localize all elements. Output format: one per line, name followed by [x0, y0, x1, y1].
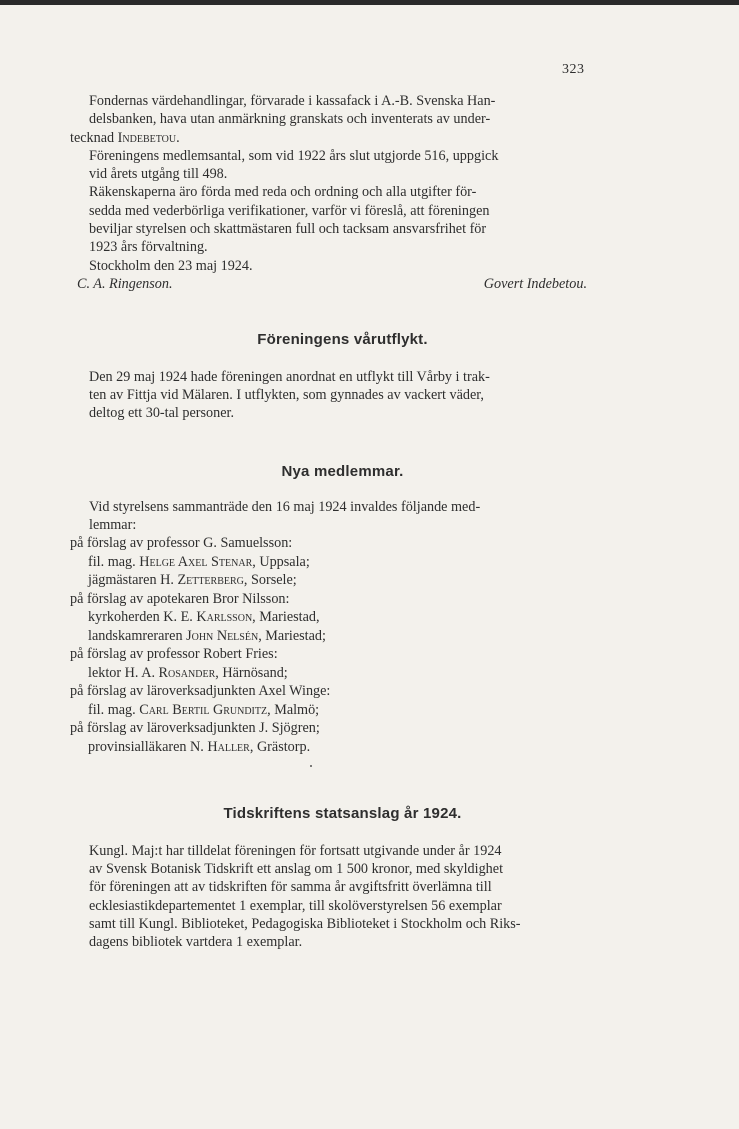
page-body	[70, 92, 615, 951]
signatures	[70, 275, 615, 293]
print-speck	[310, 765, 312, 767]
audit-paragraph-funds: Fondernas värdehandlingar, förvarade i kassafack i A.-B. Svenska Han- delsbanken, hava utan anmärkning granskats och inventerats av under- tecknad Indebetou.	[70, 93, 496, 146]
grant-paragraph: Kungl. Maj:t har tilldelat föreningen för fortsatt utgivande under år 1924 av Svensk Botanisk Tidskrift ett anslag om 1 500 kronor, med skyldighet för föreningen att av tidskriften för samma år avgiftsfritt överlämna till ecklesiastikdepartementet 1 exemplar, till skolöverstyrelsen 56 exemplar samt till Kungl. Biblioteket, Pedagogiska Biblioteket i Stockholm och Riks- dagens bibliotek vartdera 1 exemplar.	[89, 842, 521, 951]
proposer-line: på förslag av läroverksadjunkten Axel Winge:	[70, 683, 331, 700]
page-number: 323	[562, 62, 585, 77]
member-entry: provinsialläkaren N. Haller, Grästorp.	[88, 738, 311, 755]
member-name: John Nelsén	[186, 627, 259, 644]
heading-spring-outing: Föreningens vårutflykt.	[257, 331, 428, 349]
member-name: Haller	[207, 738, 250, 755]
heading-state-grant: Tidskriftens statsanslag år 1924.	[223, 805, 462, 823]
member-name: Carl Bertil Grunditz	[139, 701, 268, 718]
members-intro: Vid styrelsens sammanträde den 16 maj 1924 invaldes följande med- lemmar:	[89, 498, 481, 534]
outing-paragraph: Den 29 maj 1924 hade föreningen anordnat en utflykt till Vårby i trak- ten av Fittja vid Mälaren. I utflykten, som gynnades av vackert väder, deltog ett 30-tal personer.	[89, 368, 490, 422]
proposer-line: på förslag av professor G. Samuelsson:	[70, 535, 293, 552]
auditor-name: Indebetou	[117, 129, 177, 146]
member-entry: landskamreraren John Nelsén, Mariestad;	[88, 627, 326, 644]
member-entry: fil. mag. Helge Axel Stenar, Uppsala;	[88, 553, 310, 570]
member-entry: lektor H. A. Rosander, Härnösand;	[88, 664, 288, 681]
member-entry: fil. mag. Carl Bertil Grunditz, Malmö;	[88, 701, 320, 718]
member-entry: kyrkoherden K. E. Karlsson, Mariestad,	[88, 609, 320, 626]
signature-left: C. A. Ringenson.	[77, 275, 173, 292]
proposer-line: på förslag av apotekaren Bror Nilsson:	[70, 590, 290, 607]
signature-right: Govert Indebetou.	[483, 275, 587, 292]
place-and-date: Stockholm den 23 maj 1924.	[89, 257, 253, 274]
proposer-line: på förslag av professor Robert Fries:	[70, 646, 278, 663]
members-list	[70, 534, 615, 756]
proposer-line: på förslag av läroverksadjunkten J. Sjögren;	[70, 720, 320, 737]
member-name: Karlsson	[196, 609, 253, 626]
member-name: Helge Axel Stenar	[139, 553, 253, 570]
audit-section	[70, 92, 615, 293]
audit-paragraph-accounts: Räkenskaperna äro förda med reda och ordning och alla utgifter för- sedda med vederbörliga verifikationer, varför vi föreslå, att föreningen beviljar styrelsen och skattmästaren full och tacksam ansvarsfrihet för 1923 års förvaltning.	[89, 184, 490, 256]
audit-paragraph-membership: Föreningens medlemsantal, som vid 1922 års slut utgjorde 516, uppgick vid årets utgång till 498.	[89, 147, 499, 183]
member-name: Zetterberg	[177, 572, 244, 589]
heading-new-members: Nya medlemmar.	[281, 463, 404, 481]
page-top-border	[0, 0, 739, 5]
member-name: Rosander	[158, 664, 216, 681]
member-entry: jägmästaren H. Zetterberg, Sorsele;	[88, 572, 297, 589]
